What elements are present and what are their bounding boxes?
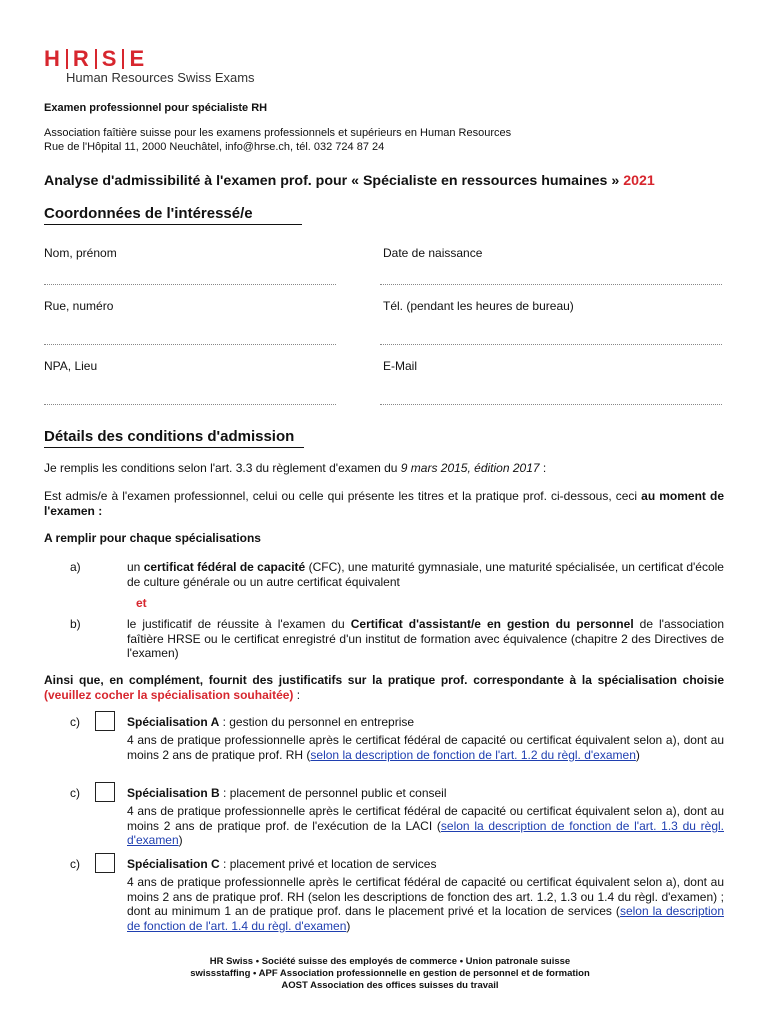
complement-text	[44, 673, 724, 702]
spec-a-text: 4 ans de pratique professionnelle après le certificat fédéral de capacité ou certificat équivalent selon a), dont au moins 2 ans de pratique prof. RH (	[127, 733, 724, 762]
page-title	[44, 173, 655, 189]
complement-post: :	[293, 687, 301, 702]
street-label: Rue, numéro	[44, 299, 114, 313]
spec-c-title	[127, 857, 724, 872]
contact-heading: Coordonnées de l'intéressé/e	[44, 205, 253, 222]
a-pre: un	[127, 560, 144, 574]
logo-subtitle: Human Resources Swiss Exams	[66, 70, 255, 85]
exam-name: Examen professionnel pour spécialiste RH	[44, 102, 268, 114]
spec-a-marker: c)	[70, 715, 80, 729]
spec-c-text: 4 ans de pratique professionnelle après le certificat fédéral de capacité ou certificat équivalent selon a), dont au moins 2 ans de pratique prof. RH (selon les descriptions de fonction des art. 1.2, 1.3 ou 1.4 du règl. d'examen) ; dont au minimum 1 an de pratique prof. dans le placement privé et la location de services (	[127, 875, 724, 918]
regulation-date: 9 mars 2015, édition 2017	[400, 461, 540, 475]
spec-a-description	[127, 733, 724, 762]
street-field[interactable]	[44, 344, 336, 345]
item-b-marker: b)	[70, 617, 81, 631]
spec-c-checkbox[interactable]	[95, 853, 115, 873]
item-a-text	[127, 560, 724, 589]
footer	[100, 956, 680, 992]
complement-instruction: (veuillez cocher la spécialisation souhaitée)	[44, 687, 294, 702]
a-post: (CFC), une maturité gymnasiale, une maturité spécialisée, un certificat d'école de culture générale ou un autre certificat équivalent	[127, 560, 724, 589]
email-field[interactable]	[380, 404, 722, 405]
footer-line-1: HR Swiss • Société suisse des employés de commerce • Union patronale suisse	[209, 956, 571, 967]
admitted-pre: Est admis/e à l'examen professionnel, celui ou celle qui présente les titres et la pratique prof. ci-dessous, ceci	[44, 489, 642, 503]
association-name: Association faîtière suisse pour les examens professionnels et supérieurs en Human Resources	[44, 127, 512, 139]
admitted-text	[44, 489, 724, 518]
city-label: NPA, Lieu	[44, 359, 98, 373]
intro-post: :	[539, 461, 547, 475]
spec-a-link[interactable]: selon la description de fonction de l'art. 1.2 du règl. d'examen	[310, 747, 636, 762]
spec-b-close: )	[178, 833, 183, 847]
details-heading: Détails des conditions d'admission	[44, 428, 295, 445]
item-b-text	[127, 617, 724, 661]
contact-heading-rule	[44, 224, 302, 225]
spec-b-text: 4 ans de pratique professionnelle après le certificat fédéral de capacité ou certificat équivalent selon a), dont au moins 2 ans de pratique prof. de l'exécution de la LACI (	[127, 804, 724, 833]
complement-bold: Ainsi que, en complément, fournit des justificatifs sur la pratique prof. correspondante à la spécialisation choisie	[44, 673, 724, 687]
intro-pre: Je remplis les conditions selon l'art. 3.3 du règlement d'examen du	[44, 461, 401, 475]
spec-c-marker: c)	[70, 857, 80, 871]
logo-letter: R	[72, 46, 90, 71]
spec-b-name: Spécialisation B	[127, 786, 220, 800]
logo-letter: H	[44, 46, 61, 71]
spec-c-name: Spécialisation C	[127, 857, 220, 871]
spec-a-subtitle: : gestion du personnel en entreprise	[219, 715, 415, 729]
spec-b-link[interactable]: selon la description de fonction de l'art. 1.3 du règl. d'examen	[127, 818, 724, 847]
b-post: de l'association faîtière HRSE ou le certificat enregistré d'un institut de formation avec équivalence (chapitre 2 des Directives de l'examen)	[127, 617, 724, 660]
email-label: E-Mail	[383, 359, 418, 373]
spec-b-checkbox[interactable]	[95, 782, 115, 802]
b-bold: Certificat d'assistant/e en gestion du personnel	[350, 617, 634, 631]
spec-b-subtitle: : placement de personnel public et conseil	[219, 786, 447, 800]
hrse-logo	[44, 46, 145, 72]
city-field[interactable]	[44, 404, 336, 405]
title-year: 2021	[623, 173, 655, 189]
each-spec-heading: A remplir pour chaque spécialisations	[44, 531, 261, 545]
spec-c-link[interactable]: selon la description de fonction de l'art. 1.4 du règl. d'examen	[127, 904, 724, 933]
spec-c-subtitle: : placement privé et location de services	[219, 857, 437, 871]
intro-text	[44, 461, 724, 476]
spec-a-checkbox[interactable]	[95, 711, 115, 731]
spec-c-close: )	[346, 918, 351, 933]
item-a-marker: a)	[70, 560, 81, 574]
spec-b-marker: c)	[70, 786, 80, 800]
spec-c-description	[127, 875, 724, 933]
spec-a-title	[127, 715, 724, 730]
a-bold: certificat fédéral de capacité	[143, 560, 306, 574]
logo-letter: S	[101, 46, 118, 71]
name-field[interactable]	[44, 284, 336, 285]
title-text: Analyse d'admissibilité à l'examen prof. pour « Spécialiste en ressources humaines »	[44, 173, 620, 189]
association-address: Rue de l'Hôpital 11, 2000 Neuchâtel, info@hrse.ch, tél. 032 724 87 24	[44, 141, 385, 153]
admitted-bold: au moment de l'examen :	[44, 489, 724, 518]
spec-a-name: Spécialisation A	[127, 715, 220, 729]
name-label: Nom, prénom	[44, 246, 117, 260]
logo-letter: E	[129, 46, 146, 71]
spec-b-title	[127, 786, 724, 801]
spec-b-description	[127, 804, 724, 848]
and-connector: et	[136, 596, 147, 610]
spec-a-close: )	[635, 747, 640, 762]
b-pre: le justificatif de réussite à l'examen du	[127, 617, 351, 631]
footer-line-2: swissstaffing • APF Association professionnelle en gestion de personnel et de formation	[190, 968, 590, 979]
phone-label: Tél. (pendant les heures de bureau)	[383, 299, 574, 313]
birthdate-field[interactable]	[380, 284, 722, 285]
details-heading-rule	[44, 447, 304, 448]
birthdate-label: Date de naissance	[383, 246, 483, 260]
phone-field[interactable]	[380, 344, 722, 345]
footer-line-3: AOST Association des offices suisses du travail	[281, 980, 499, 991]
